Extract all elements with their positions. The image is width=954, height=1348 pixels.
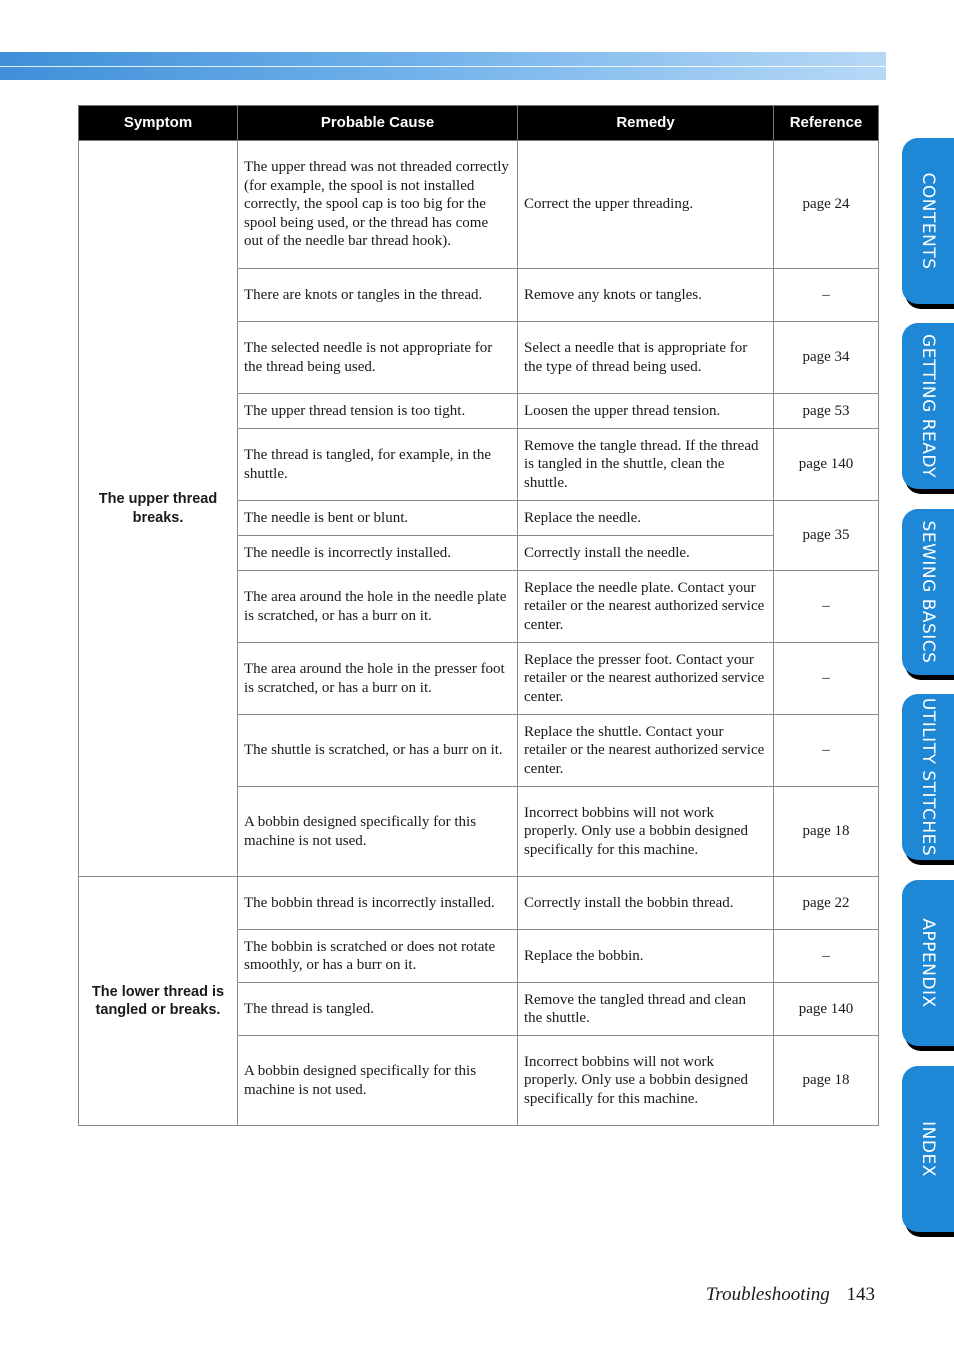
symptom-cell: The lower thread is tangled or breaks. (79, 877, 238, 1126)
reference-cell: – (774, 571, 879, 643)
remedy-cell: Incorrect bobbins will not work properly. Only use a bobbin designed specifically for this machine. (518, 787, 774, 877)
cause-cell: A bobbin designed specifically for this machine is not used. (238, 1036, 518, 1126)
cause-cell: The thread is tangled, for example, in the shuttle. (238, 429, 518, 501)
remedy-cell: Select a needle that is appropriate for the type of thread being used. (518, 322, 774, 394)
troubleshooting-table (78, 105, 879, 1126)
cause-cell: The shuttle is scratched, or has a burr on it. (238, 715, 518, 787)
header-probable-cause: Probable Cause (238, 106, 518, 141)
remedy-cell: Correct the upper threading. (518, 141, 774, 269)
cause-cell: The selected needle is not appropriate for the thread being used. (238, 322, 518, 394)
cause-cell: The upper thread tension is too tight. (238, 394, 518, 429)
reference-cell: – (774, 715, 879, 787)
header-reference: Reference (774, 106, 879, 141)
remedy-cell: Incorrect bobbins will not work properly. Only use a bobbin designed specifically for this machine. (518, 1036, 774, 1126)
cause-cell: The bobbin thread is incorrectly installed. (238, 877, 518, 930)
side-tabs (900, 0, 954, 1348)
header-band-line (0, 66, 886, 67)
cause-cell: The needle is bent or blunt. (238, 501, 518, 536)
tab-sewing-basics[interactable] (902, 509, 954, 675)
table-row (79, 877, 879, 930)
reference-cell: page 140 (774, 983, 879, 1036)
tab-appendix[interactable] (902, 880, 954, 1046)
tab-label: INDEX (918, 1121, 938, 1177)
remedy-cell: Remove the tangled thread and clean the shuttle. (518, 983, 774, 1036)
cause-cell: There are knots or tangles in the thread. (238, 269, 518, 322)
cause-cell: The upper thread was not threaded correctly (for example, the spool is not installed correctly, the spool cap is too big for the spool being used, or the thread has come out of the needle bar thread hook). (238, 141, 518, 269)
page-footer (706, 1284, 875, 1306)
reference-cell: – (774, 643, 879, 715)
cause-cell: The needle is incorrectly installed. (238, 536, 518, 571)
tab-label: APPENDIX (918, 918, 938, 1008)
tab-index[interactable] (902, 1066, 954, 1232)
cause-cell: The thread is tangled. (238, 983, 518, 1036)
remedy-cell: Correctly install the bobbin thread. (518, 877, 774, 930)
reference-cell: page 35 (774, 501, 879, 571)
remedy-cell: Replace the bobbin. (518, 930, 774, 983)
reference-cell: page 140 (774, 429, 879, 501)
tab-getting-ready[interactable] (902, 323, 954, 489)
table-row (79, 141, 879, 269)
remedy-cell: Replace the shuttle. Contact your retailer or the nearest authorized service center. (518, 715, 774, 787)
reference-cell: page 24 (774, 141, 879, 269)
remedy-cell: Replace the needle. (518, 501, 774, 536)
cause-cell: The bobbin is scratched or does not rotate smoothly, or has a burr on it. (238, 930, 518, 983)
reference-cell: page 18 (774, 1036, 879, 1126)
header-remedy: Remedy (518, 106, 774, 141)
page-number: 143 (846, 1284, 875, 1305)
remedy-cell: Correctly install the needle. (518, 536, 774, 571)
remedy-cell: Remove the tangle thread. If the thread is tangled in the shuttle, clean the shuttle. (518, 429, 774, 501)
reference-cell: – (774, 269, 879, 322)
reference-cell: – (774, 930, 879, 983)
tab-label: GETTING READY (918, 334, 938, 478)
tab-utility-stitches[interactable] (902, 694, 954, 860)
reference-cell: page 53 (774, 394, 879, 429)
cause-cell: A bobbin designed specifically for this machine is not used. (238, 787, 518, 877)
remedy-cell: Replace the needle plate. Contact your retailer or the nearest authorized service center. (518, 571, 774, 643)
tab-label: SEWING BASICS (918, 520, 938, 664)
symptom-cell: The upper thread breaks. (79, 141, 238, 877)
remedy-cell: Replace the presser foot. Contact your retailer or the nearest authorized service center. (518, 643, 774, 715)
remedy-cell: Remove any knots or tangles. (518, 269, 774, 322)
tab-label: UTILITY STITCHES (918, 697, 938, 857)
table-header-row (79, 106, 879, 141)
cause-cell: The area around the hole in the presser foot is scratched, or has a burr on it. (238, 643, 518, 715)
reference-cell: page 22 (774, 877, 879, 930)
footer-section-title: Troubleshooting (705, 1284, 830, 1305)
header-symptom: Symptom (79, 106, 238, 141)
reference-cell: page 18 (774, 787, 879, 877)
reference-cell: page 34 (774, 322, 879, 394)
remedy-cell: Loosen the upper thread tension. (518, 394, 774, 429)
tab-contents[interactable] (902, 138, 954, 304)
cause-cell: The area around the hole in the needle plate is scratched, or has a burr on it. (238, 571, 518, 643)
tab-label: CONTENTS (918, 172, 938, 270)
